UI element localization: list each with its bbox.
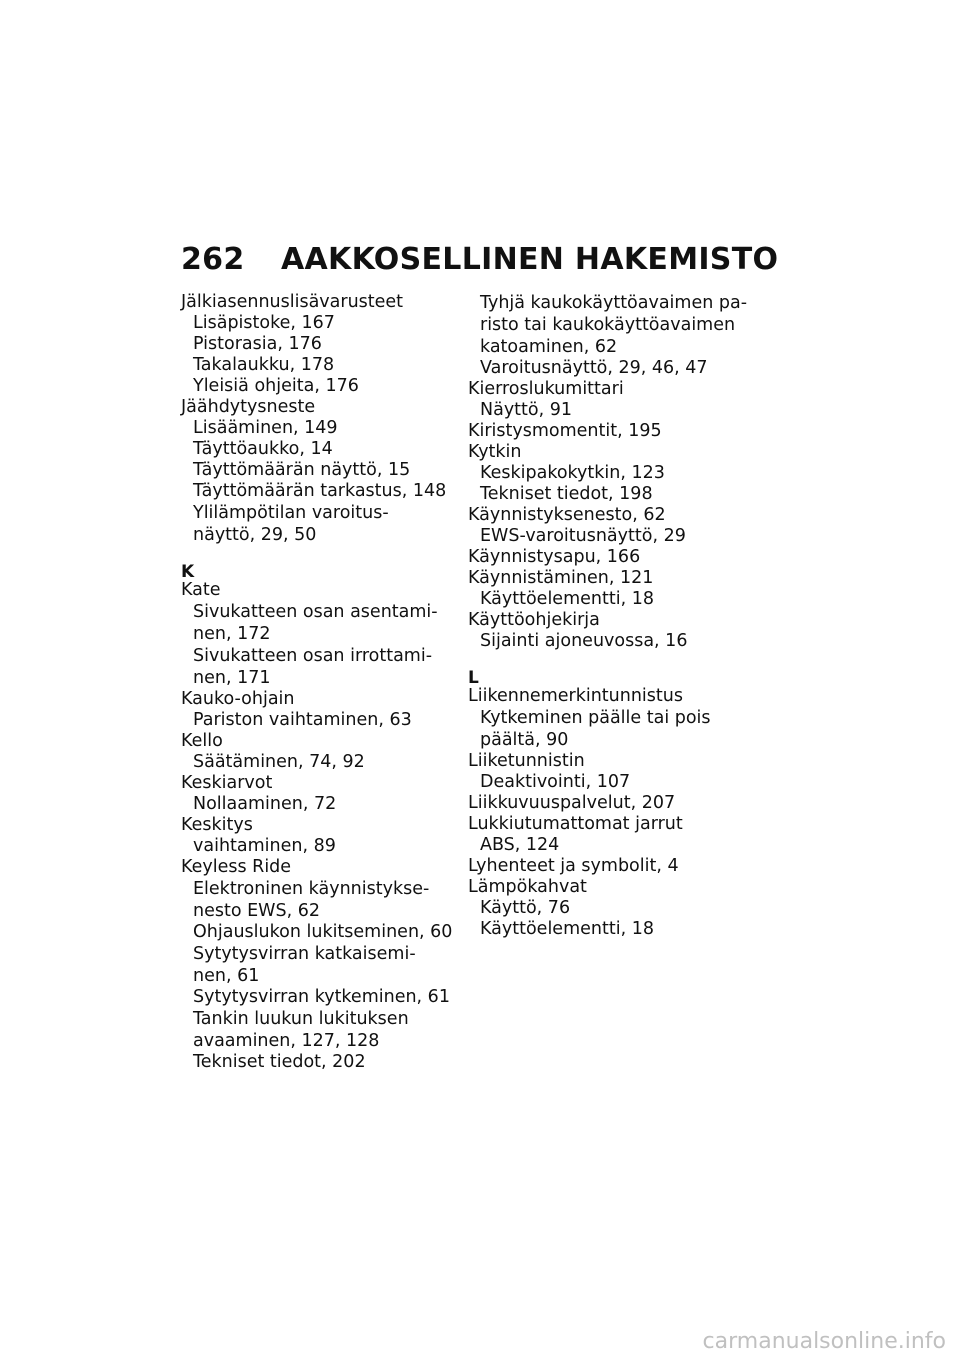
index-term: Liiketunnistin xyxy=(468,751,585,771)
index-subentry xyxy=(468,898,750,919)
index-subentry-line: nen, 61 xyxy=(193,966,260,986)
index-subentry-line: Täyttömäärän tarkastus, 148 xyxy=(193,481,447,501)
index-entry xyxy=(181,857,463,1073)
index-subentry-line: Sijainti ajoneuvossa, 16 xyxy=(480,631,688,651)
index-term: Kierroslukumittari xyxy=(468,379,624,399)
index-subentry-line: vaihtaminen, 89 xyxy=(193,836,336,856)
index-subentry-line: Lisääminen, 149 xyxy=(193,418,338,438)
index-entry xyxy=(468,568,750,610)
index-subentry-line: Täyttömäärän näyttö, 15 xyxy=(193,460,411,480)
index-subentry xyxy=(181,752,463,773)
index-subentry xyxy=(181,460,463,481)
index-subentry xyxy=(181,334,463,355)
index-term: Käynnistysapu, 166 xyxy=(468,547,641,567)
index-entry xyxy=(468,379,750,421)
index-subentry-line: Yleisiä ohjeita, 176 xyxy=(193,376,359,396)
index-entry xyxy=(181,397,463,546)
index-subentry-line: katoaminen, 62 xyxy=(480,337,618,357)
page-number: 262 xyxy=(181,242,245,277)
index-term: Käynnistyksenesto, 62 xyxy=(468,505,666,525)
index-subentry-line: Näyttö, 91 xyxy=(480,400,572,420)
index-subentry xyxy=(181,1052,463,1073)
index-subentry-line: Käyttöelementti, 18 xyxy=(480,919,654,939)
index-subentry xyxy=(468,772,750,793)
index-subentry xyxy=(181,355,463,376)
index-subentry xyxy=(468,463,750,484)
index-subentry-line: Nollaaminen, 72 xyxy=(193,794,337,814)
index-subentry-line: Ohjauslukon lukitseminen, 60 xyxy=(193,922,453,942)
index-term: Lämpökahvat xyxy=(468,877,587,897)
index-entry xyxy=(468,814,750,856)
index-subentry xyxy=(181,502,463,546)
index-subentry-line: Tekniset tiedot, 198 xyxy=(480,484,653,504)
index-term: Liikennemerkintunnistus xyxy=(468,686,683,706)
index-term: Lukkiutumattomat jarrut xyxy=(468,814,683,834)
index-entry xyxy=(468,442,750,505)
index-subentry xyxy=(181,836,463,857)
index-subentry-line: Tekniset tiedot, 202 xyxy=(193,1052,366,1072)
index-subentry-line: Käyttöelementti, 18 xyxy=(480,589,654,609)
index-subentry-line: nen, 172 xyxy=(193,624,271,644)
index-term: Kiristysmomentit, 195 xyxy=(468,421,662,441)
index-subentry xyxy=(181,481,463,502)
index-subentry xyxy=(468,358,750,379)
index-subentry xyxy=(181,987,463,1008)
index-subentry-line: Takalaukku, 178 xyxy=(193,355,335,375)
index-subentry xyxy=(181,922,463,943)
index-subentry-line: näyttö, 29, 50 xyxy=(193,525,317,545)
index-subentry-line: Deaktivointi, 107 xyxy=(480,772,631,792)
index-subentry-line: Sivukatteen osan irrottami- xyxy=(193,646,433,666)
index-subentry-line: Sivukatteen osan asentami- xyxy=(193,602,438,622)
index-subentry xyxy=(181,645,463,689)
index-entry xyxy=(468,610,750,652)
index-entry xyxy=(468,547,750,568)
index-entry xyxy=(181,773,463,815)
index-subentry xyxy=(181,1008,463,1052)
index-subentry xyxy=(468,589,750,610)
index-term: Jäähdytysneste xyxy=(181,397,316,417)
index-subentry-line: Sytytysvirran katkaisemi- xyxy=(193,944,416,964)
index-subentry xyxy=(181,313,463,334)
index-entry xyxy=(181,689,463,731)
index-term: Kate xyxy=(181,580,221,600)
index-term: Keskitys xyxy=(181,815,253,835)
index-subentry xyxy=(468,292,750,358)
index-subentry-line: nen, 171 xyxy=(193,668,271,688)
index-subentry xyxy=(181,376,463,397)
index-entry xyxy=(468,793,750,814)
index-subentry-line: Lisäpistoke, 167 xyxy=(193,313,335,333)
index-subentry xyxy=(181,418,463,439)
page-header xyxy=(181,240,778,280)
index-subentry-line: Elektroninen käynnistykse- xyxy=(193,879,430,899)
index-subentry xyxy=(181,878,463,922)
index-subentry xyxy=(468,400,750,421)
index-subentry xyxy=(468,526,750,547)
index-subentry-line: nesto EWS, 62 xyxy=(193,901,320,921)
index-subentry xyxy=(468,631,750,652)
index-subentry-line: ABS, 124 xyxy=(480,835,560,855)
index-subentry-line: Tankin luukun lukituksen xyxy=(193,1009,409,1029)
index-term: Lyhenteet ja symbolit, 4 xyxy=(468,856,679,876)
index-subentry-line: EWS-varoitusnäyttö, 29 xyxy=(480,526,686,546)
index-subentry-line: päältä, 90 xyxy=(480,730,569,750)
index-subentry-line: risto tai kaukokäyttöavaimen xyxy=(480,315,736,335)
index-subentry xyxy=(181,439,463,460)
index-column-left xyxy=(181,292,463,1073)
index-subentry-line: Ylilämpötilan varoitus- xyxy=(193,503,389,523)
index-entry xyxy=(468,292,750,379)
index-subentry-line: Säätäminen, 74, 92 xyxy=(193,752,365,772)
index-term: Käyttöohjekirja xyxy=(468,610,600,630)
index-subentry-line: Täyttöaukko, 14 xyxy=(193,439,333,459)
index-subentry xyxy=(181,601,463,645)
index-subentry xyxy=(468,919,750,940)
index-term: Keskiarvot xyxy=(181,773,273,793)
index-entry xyxy=(468,751,750,793)
index-entry xyxy=(468,856,750,877)
index-subentry xyxy=(181,710,463,731)
index-entry xyxy=(181,815,463,857)
index-subentry xyxy=(181,943,463,987)
index-entry xyxy=(468,686,750,751)
index-subentry-line: avaaminen, 127, 128 xyxy=(193,1031,380,1051)
index-entry xyxy=(181,292,463,397)
index-term: Kytkin xyxy=(468,442,522,462)
index-entry xyxy=(181,731,463,773)
index-entry xyxy=(468,505,750,547)
index-term: Liikkuvuuspalvelut, 207 xyxy=(468,793,676,813)
page-title: AAKKOSELLINEN HAKEMISTO xyxy=(281,242,779,277)
index-term: Keyless Ride xyxy=(181,857,292,877)
index-term: Jälkiasennuslisävarusteet xyxy=(181,292,404,312)
index-column-right xyxy=(468,292,750,940)
index-term: Kello xyxy=(181,731,223,751)
index-subentry xyxy=(468,707,750,751)
index-term: Kauko-ohjain xyxy=(181,689,295,709)
index-subentry-line: Käyttö, 76 xyxy=(480,898,571,918)
section-letter: L xyxy=(468,668,479,688)
index-subentry xyxy=(468,835,750,856)
index-subentry-line: Pistorasia, 176 xyxy=(193,334,322,354)
index-subentry-line: Pariston vaihtaminen, 63 xyxy=(193,710,412,730)
section-letter: K xyxy=(181,562,195,582)
index-subentry-line: Kytkeminen päälle tai pois xyxy=(480,708,711,728)
index-subentry-line: Varoitusnäyttö, 29, 46, 47 xyxy=(480,358,708,378)
index-subentry xyxy=(181,794,463,815)
index-entry xyxy=(181,580,463,689)
index-entry xyxy=(468,877,750,940)
index-subentry-line: Tyhjä kaukokäyttöavaimen pa- xyxy=(480,293,748,313)
index-subentry xyxy=(468,484,750,505)
index-term: Käynnistäminen, 121 xyxy=(468,568,654,588)
watermark: carmanualsonline.info xyxy=(702,1329,946,1354)
index-entry xyxy=(468,421,750,442)
index-subentry-line: Sytytysvirran kytkeminen, 61 xyxy=(193,987,450,1007)
index-subentry-line: Keskipakokytkin, 123 xyxy=(480,463,665,483)
